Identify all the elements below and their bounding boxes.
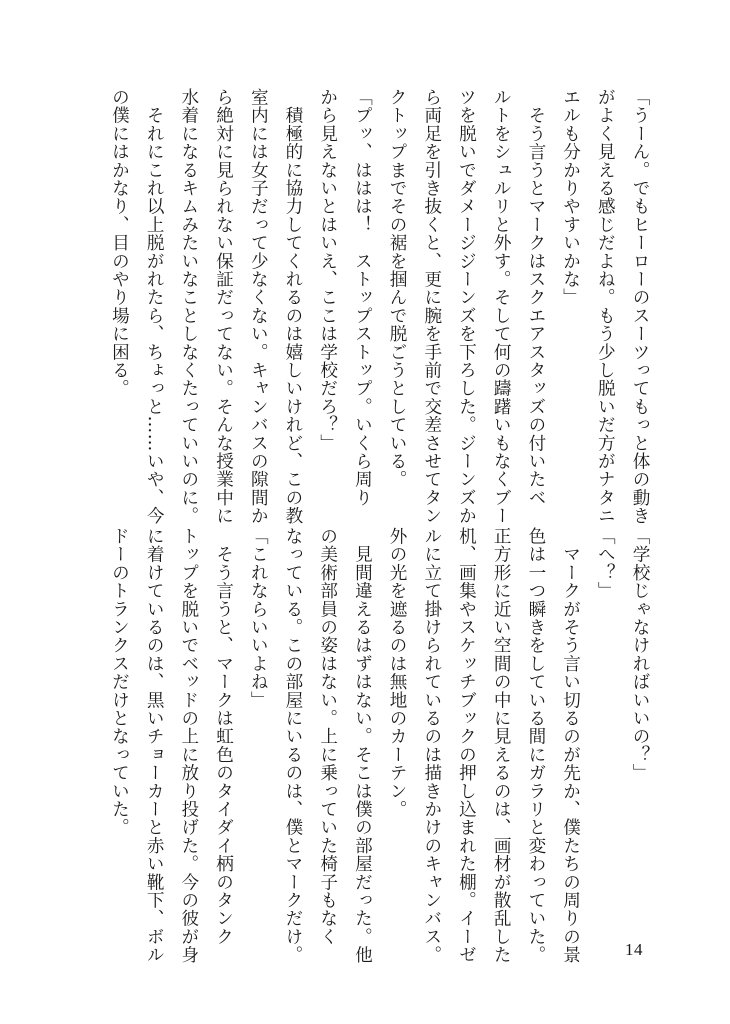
text-line: なっている。この部屋にいるのは、僕とマークだけ。 bbox=[282, 527, 303, 964]
text-line: 「プッ、ははは！ ストップストップ。いくら周り bbox=[352, 88, 373, 507]
page-number: 14 bbox=[625, 940, 643, 959]
text-line: 色は一つ瞬きをしている間にガラリと変わっていた。 bbox=[525, 527, 546, 964]
text-line: がよく見える感じだよね。もう少し脱いだ方がナタニ bbox=[595, 88, 616, 525]
text-line: 積極的に協力してくれるのは嬉しいけれど、この教 bbox=[282, 88, 303, 525]
text-line: ルに立て掛けられているのは描きかけのキャンバス。 bbox=[421, 527, 442, 964]
text-line: 「これならいいよね」 bbox=[248, 527, 269, 709]
text-line: ルトをシュルリと外す。そして何の躊躇いもなくブー bbox=[491, 88, 512, 525]
text-line: そう言うと、マークは虹色のタイダイ柄のタンク bbox=[213, 527, 234, 946]
text-line: そう言うとマークはスクエアスタッズの付いたベ bbox=[525, 88, 546, 507]
text-line: 水着になるキムみたいなことしなくたっていいのに。 bbox=[178, 88, 199, 525]
text-line: 外の光を遮るのは無地のカーテン。 bbox=[387, 527, 408, 819]
text-line: に着けているのは、黒いチョーカーと赤い靴下、ボル bbox=[144, 527, 165, 964]
text-line: クトップまでその裾を掴んで脱ごうとしている。 bbox=[387, 88, 408, 489]
text-line: ツを脱いでダメージジーンズを下ろした。ジーンズか bbox=[456, 88, 477, 525]
text-line: マークがそう言い切るのが先か、僕たちの周りの景 bbox=[560, 527, 581, 964]
text-line: 室内には女子だって少なくない。キャンバスの隙間か bbox=[248, 88, 269, 525]
text-line: 正方形に近い空間の中に見えるのは、画材が散乱した bbox=[491, 527, 512, 964]
text-line: の僕にはかなり、目のやり場に困る。 bbox=[109, 88, 130, 398]
text-block-upper bbox=[102, 88, 657, 525]
text-line: 見間違えるはずはない。そこは僕の部屋だった。他 bbox=[352, 527, 373, 964]
text-line: エルも分かりやすいかな」 bbox=[560, 88, 581, 307]
text-line: トップを脱いでベッドの上に放り投げた。今の彼が身 bbox=[178, 527, 199, 964]
text-line: から見えないとはいえ、ここは学校だろ？」 bbox=[317, 88, 338, 452]
text-line: ら両足を引き抜くと、更に腕を手前で交差させてタン bbox=[421, 88, 442, 525]
text-line: ドーのトランクスだけとなっていた。 bbox=[109, 527, 130, 837]
text-line: の美術部員の姿はない。上に乗っていた椅子もなく bbox=[317, 527, 338, 946]
text-line: ら絶対に見られない保証だってない。そんな授業中に bbox=[213, 88, 234, 525]
text-line: 「うーん。でもヒーローのスーツってもっと体の動き bbox=[630, 88, 650, 525]
text-line: 「学校じゃなければいいの？」 bbox=[630, 527, 650, 782]
text-line: それにこれ以上脱がれたら、ちょっと……いや、今 bbox=[144, 88, 165, 525]
text-line: 「へ？」 bbox=[595, 527, 616, 600]
text-line: 机、画集やスケッチブックの押し込まれた棚。イーゼ bbox=[456, 527, 477, 964]
